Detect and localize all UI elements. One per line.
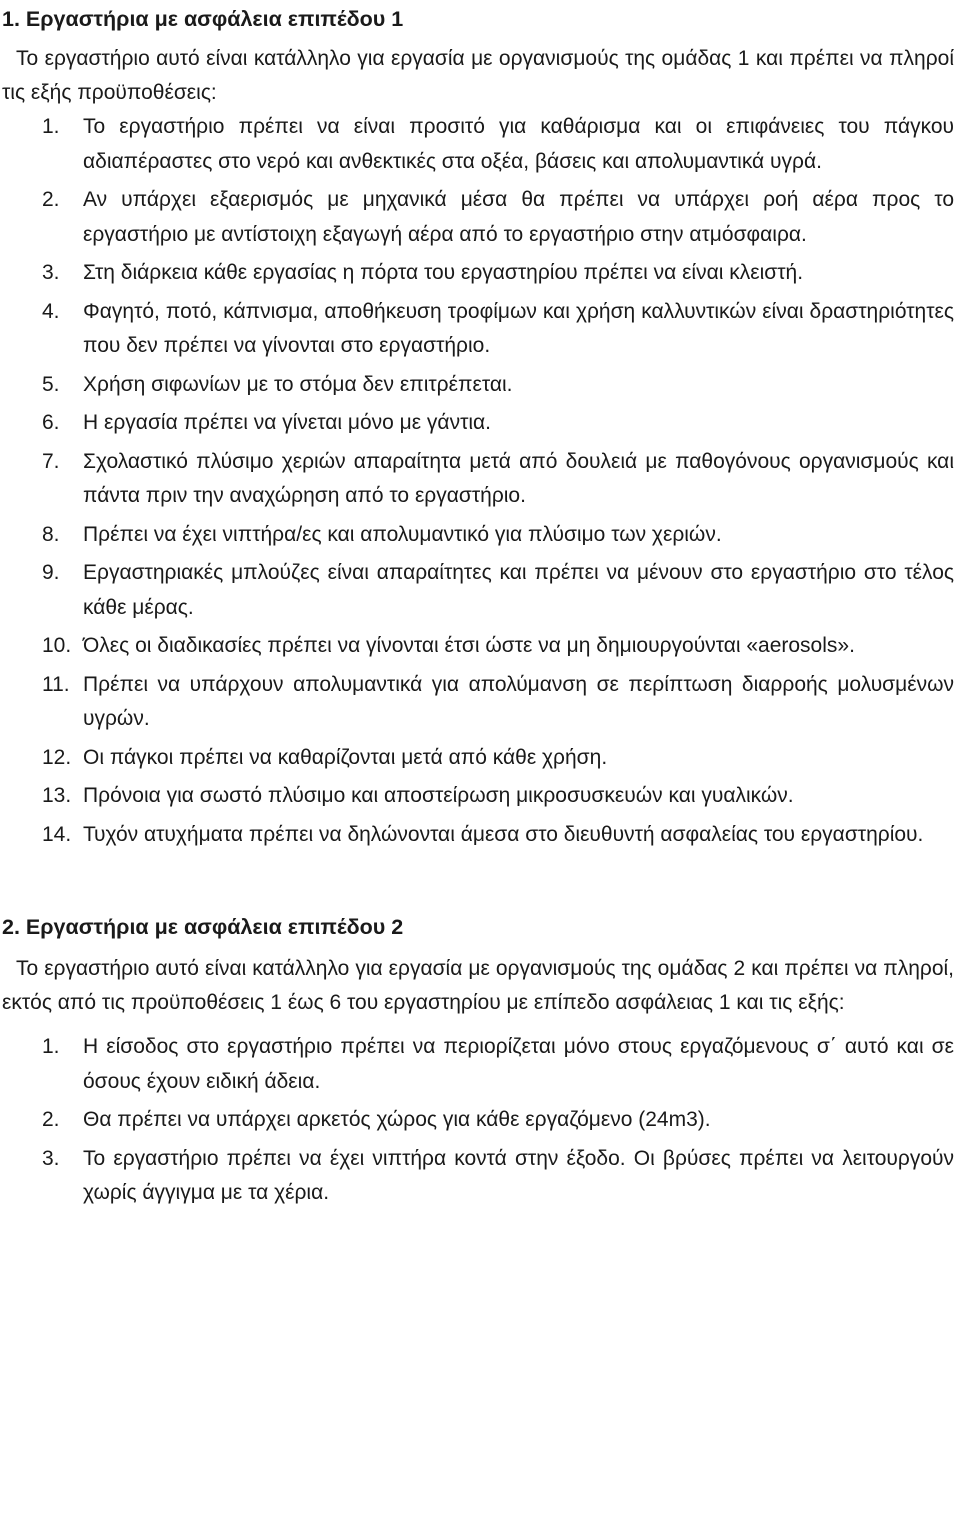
list-item [2, 295, 954, 364]
list-item [2, 818, 954, 853]
item-text: Πρέπει να έχει νιπτήρα/ες και απολυμαντικό για πλύσιμο των χεριών. [83, 522, 722, 546]
item-text: Οι πάγκοι πρέπει να καθαρίζονται μετά από κάθε χρήση. [83, 745, 608, 769]
item-number: 10. [42, 634, 72, 657]
item-number: 1. [42, 115, 60, 138]
item-text: Η είσοδος στο εργαστήριο πρέπει να περιορίζεται μόνο στους εργαζόμενους σ΄ αυτό και σε όσους έχουν ειδική άδεια. [83, 1035, 954, 1093]
item-number: 6. [42, 411, 60, 434]
requirements-list [2, 110, 954, 852]
list-item [2, 779, 954, 814]
item-number: 5. [42, 372, 60, 396]
item-number: 13. [42, 784, 72, 807]
list-item [2, 1030, 954, 1099]
item-number: 12. [42, 745, 72, 769]
item-number: 3. [42, 261, 60, 284]
list-item [2, 406, 954, 441]
item-text: Το εργαστήριο πρέπει να έχει νιπτήρα κοντά στην έξοδο. Οι βρύσες πρέπει να λειτουργούν χωρίς άγγιγμα με τα χέρια. [83, 1146, 954, 1204]
item-number: 9. [42, 561, 60, 584]
item-text: Χρήση σιφωνίων με το στόμα δεν επιτρέπεται. [83, 372, 513, 396]
list-item [2, 256, 954, 291]
item-number: 8. [42, 522, 60, 546]
item-text: Το εργαστήριο πρέπει να είναι προσιτό για καθάρισμα και οι επιφάνειες του πάγκου αδιαπέραστες στο νερό και ανθεκτικές στα οξέα, βάσεις και απολυμαντικά υγρά. [83, 115, 954, 173]
list-item [2, 368, 954, 403]
list-item [2, 183, 954, 252]
list-item [2, 1142, 954, 1211]
item-number: 7. [42, 449, 60, 473]
section-level-2 [2, 912, 954, 1211]
item-number: 11. [42, 672, 70, 696]
section-spacer [2, 852, 954, 912]
list-item [2, 1103, 954, 1138]
section-level-1 [2, 0, 954, 852]
item-text: Όλες οι διαδικασίες πρέπει να γίνονται έτσι ώστε να μη δημιουργούνται «aerosols». [83, 634, 855, 657]
section-title: 1. Εργαστήρια με ασφάλεια επιπέδου 1 [2, 7, 404, 31]
item-number: 3. [42, 1146, 60, 1170]
item-number: 4. [42, 299, 60, 323]
item-number: 2. [42, 188, 60, 211]
item-text: Τυχόν ατυχήματα πρέπει να δηλώνονται άμεσα στο διευθυντή ασφαλείας του εργαστηρίου. [83, 822, 924, 846]
list-item [2, 629, 954, 664]
item-text: Εργαστηριακές μπλούζες είναι απαραίτητες και πρέπει να μένουν στο εργαστήριο στο τέλος κάθε μέρας. [83, 561, 954, 619]
section-title: 2. Εργαστήρια με ασφάλεια επιπέδου 2 [2, 915, 404, 939]
item-text: Πρέπει να υπάρχουν απολυμαντικά για απολύμανση σε περίπτωση διαρροής μολυσμένων υγρών. [83, 672, 954, 730]
item-number: 2. [42, 1108, 60, 1131]
section-intro: Το εργαστήριο αυτό είναι κατάλληλο για εργασία με οργανισμούς της ομάδας 1 και πρέπει να πληροί τις εξής προϋποθέσεις: [2, 47, 954, 104]
list-item [2, 668, 954, 737]
item-text: Αν υπάρχει εξαερισμός με μηχανικά μέσα θα πρέπει να υπάρχει ροή αέρα προς το εργαστήριο με αντίστοιχη εξαγωγή αέρα από το εργαστήριο στην ατμόσφαιρα. [83, 188, 954, 246]
requirements-list [2, 1030, 954, 1211]
item-text: Στη διάρκεια κάθε εργασίας η πόρτα του εργαστηρίου πρέπει να είναι κλειστή. [83, 261, 804, 284]
list-item [2, 556, 954, 625]
list-item [2, 741, 954, 776]
item-number: 14. [42, 822, 72, 846]
item-text: Η εργασία πρέπει να γίνεται μόνο με γάντια. [83, 411, 492, 434]
item-text: Σχολαστικό πλύσιμο χεριών απαραίτητα μετά από δουλειά με παθογόνους οργανισμούς και πάντα πριν την αναχώρηση από το εργαστήριο. [83, 449, 954, 507]
list-item [2, 518, 954, 553]
item-text: Φαγητό, ποτό, κάπνισμα, αποθήκευση τροφίμων και χρήση καλλυντικών είναι δραστηριότητες που δεν πρέπει να γίνονται στο εργαστήριο. [83, 299, 954, 357]
section-intro: Το εργαστήριο αυτό είναι κατάλληλο για εργασία με οργανισμούς της ομάδας 2 και πρέπει να πληροί, εκτός από τις προϋποθέσεις 1 έως 6 του εργαστηρίου με επίπεδο ασφάλειας 1 και τις εξής: [2, 957, 954, 1014]
item-text: Πρόνοια για σωστό πλύσιμο και αποστείρωση μικροσυσκευών και γυαλικών. [83, 784, 794, 807]
item-text: Θα πρέπει να υπάρχει αρκετός χώρος για κάθε εργαζόμενο (24m3). [83, 1108, 711, 1131]
list-item [2, 110, 954, 179]
item-number: 1. [42, 1035, 60, 1058]
list-item [2, 445, 954, 514]
